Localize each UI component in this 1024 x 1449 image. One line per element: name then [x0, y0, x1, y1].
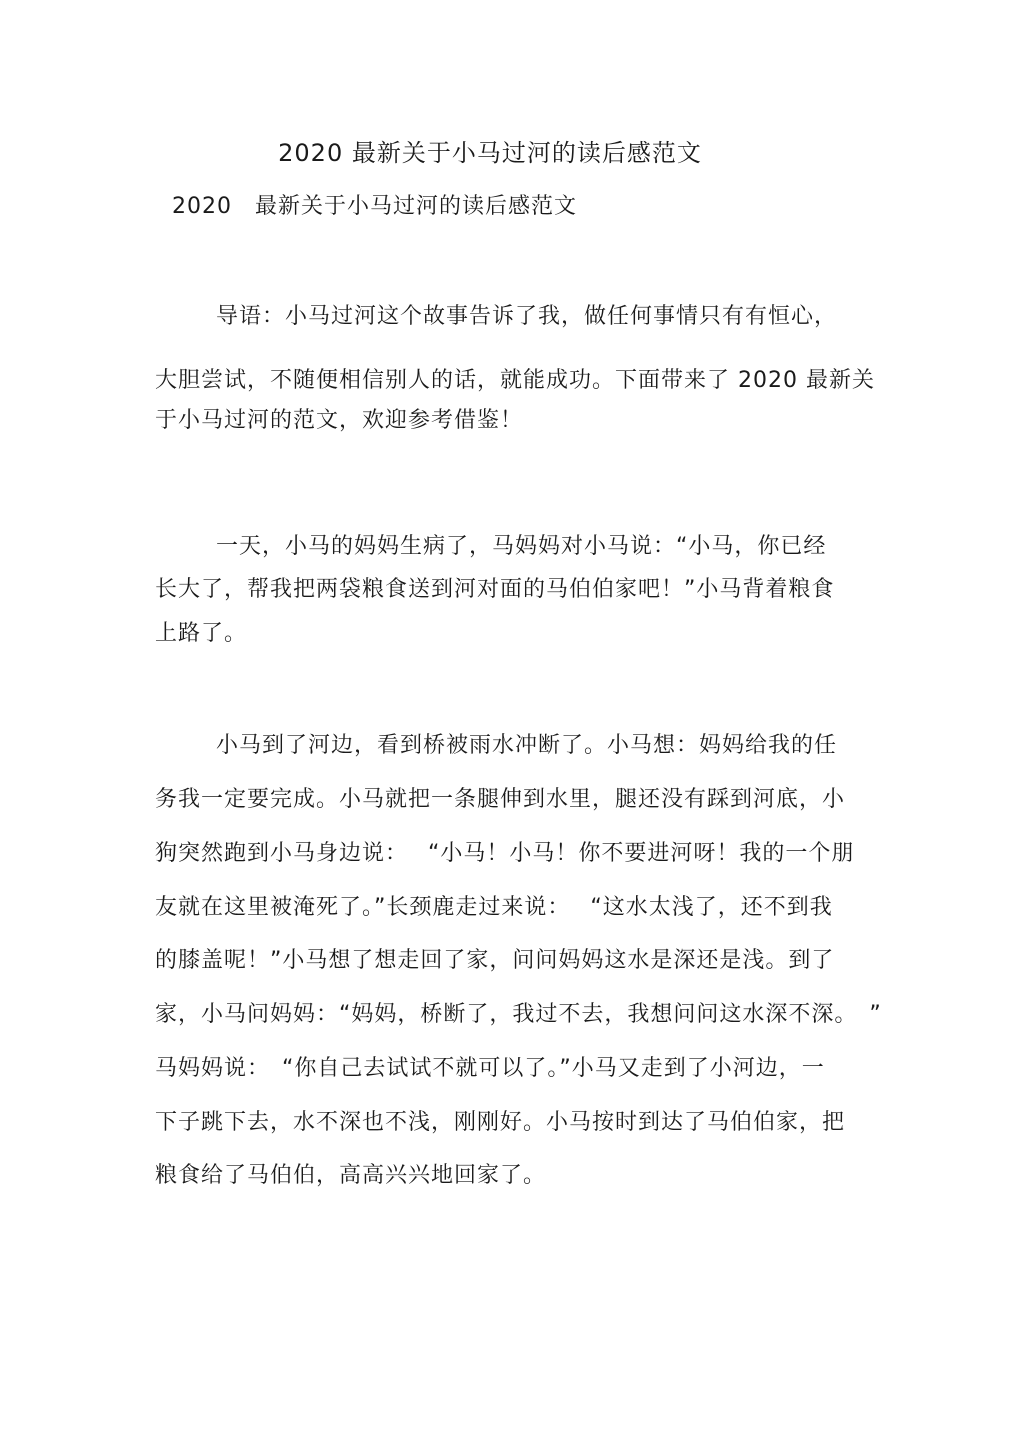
para2-line-5: 的膝盖呢！”小马想了想走回了家，问问妈妈这水是深还是浅。到了: [155, 948, 835, 973]
para1-line-1: 一天，小马的妈妈生病了，马妈妈对小马说：“小马，你已经: [216, 534, 827, 559]
para2-line-8: 下子跳下去，水不深也不浅，刚刚好。小马按时到达了马伯伯家，把: [155, 1110, 846, 1135]
para2-line-4: 友就在这里被淹死了。”长颈鹿走过来说： “这水太浅了，还不到我: [155, 895, 833, 920]
para1-line-2: 长大了，帮我把两袋粮食送到河对面的马伯伯家吧！”小马背着粮食: [155, 577, 835, 602]
para2-line-6: 家，小马问妈妈：“妈妈，桥断了，我过不去，我想问问这水深不深。 ”: [155, 1002, 882, 1027]
para1-line-3: 上路了。: [155, 621, 248, 646]
intro-line-2: 大胆尝试，不随便相信别人的话，就能成功。下面带来了 2020 最新关: [155, 368, 875, 393]
para2-line-3: 狗突然跑到小马身边说： “小马！小马！你不要进河呀！我的一个朋: [155, 841, 855, 866]
para2-line-7: 马妈妈说： “你自己去试试不就可以了。”小马又走到了小河边，一: [155, 1056, 825, 1081]
para2-line-9: 粮食给了马伯伯，高高兴兴地回家了。: [155, 1163, 547, 1188]
document-subtitle: 2020 最新关于小马过河的读后感范文: [172, 194, 577, 219]
document-title: 2020 最新关于小马过河的读后感范文: [278, 139, 702, 167]
para2-line-2: 务我一定要完成。小马就把一条腿伸到水里，腿还没有踩到河底，小: [155, 787, 846, 812]
intro-line-3: 于小马过河的范文，欢迎参考借鉴！: [155, 408, 524, 433]
intro-line-1: 导语：小马过河这个故事告诉了我，做任何事情只有有恒心，: [216, 304, 838, 329]
para2-line-1: 小马到了河边，看到桥被雨水冲断了。小马想：妈妈给我的任: [216, 733, 838, 758]
